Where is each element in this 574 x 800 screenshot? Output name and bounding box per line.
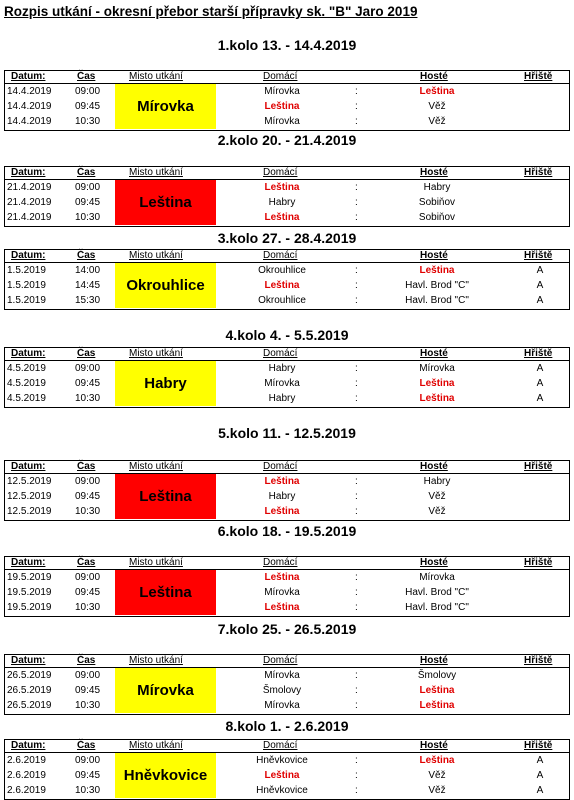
header-guest: Hosté	[420, 740, 448, 751]
table-header	[5, 348, 569, 361]
round-table	[4, 166, 570, 227]
match-date: 4.5.2019	[7, 393, 46, 404]
venue-cell: Leština	[115, 474, 216, 519]
home-team: Leština	[264, 476, 300, 487]
match-time: 10:30	[75, 700, 101, 711]
match-time: 09:00	[75, 182, 101, 193]
home-team: Šmolovy	[262, 685, 302, 696]
separator: :	[355, 280, 358, 291]
round-table	[4, 654, 570, 715]
guest-team: Šmolovy	[417, 670, 457, 681]
header-home: Domácí	[263, 71, 298, 82]
match-time: 09:45	[75, 197, 101, 208]
header-time: Čas	[77, 167, 96, 178]
round-heading: 5.kolo 11. - 12.5.2019	[218, 425, 356, 441]
match-time: 14:00	[75, 265, 101, 276]
guest-team: Havl. Brod "C"	[405, 602, 469, 613]
table-row	[5, 753, 569, 768]
match-date: 12.5.2019	[7, 506, 52, 517]
header-pitch: Hřiště	[524, 461, 553, 472]
separator: :	[355, 700, 358, 711]
match-date: 26.5.2019	[7, 700, 52, 711]
separator: :	[355, 197, 358, 208]
separator: :	[355, 755, 358, 766]
table-header	[5, 557, 569, 570]
header-guest: Hosté	[420, 461, 448, 472]
table-row	[5, 783, 569, 798]
guest-team: Leština	[419, 685, 455, 696]
separator: :	[355, 685, 358, 696]
pitch: A	[536, 378, 544, 389]
match-time: 10:30	[75, 116, 101, 127]
match-date: 1.5.2019	[7, 295, 46, 306]
header-date: Datum:	[11, 348, 46, 359]
header-pitch: Hřiště	[524, 557, 553, 568]
separator: :	[355, 363, 358, 374]
header-date: Datum:	[11, 655, 46, 666]
pitch: A	[536, 280, 544, 291]
header-venue: Misto utkání	[129, 167, 183, 178]
table-row	[5, 474, 569, 489]
header-pitch: Hřiště	[524, 348, 553, 359]
round-heading: 3.kolo 27. - 28.4.2019	[217, 230, 357, 246]
pitch: A	[536, 265, 544, 276]
guest-team: Mírovka	[419, 363, 455, 374]
match-time: 09:45	[75, 101, 101, 112]
round-table	[4, 460, 570, 521]
table-row	[5, 668, 569, 683]
home-team: Habry	[268, 491, 296, 502]
round-table	[4, 347, 570, 408]
header-time: Čas	[77, 461, 96, 472]
guest-team: Mírovka	[419, 572, 455, 583]
table-row	[5, 489, 569, 504]
match-time: 09:00	[75, 572, 101, 583]
match-date: 19.5.2019	[7, 602, 52, 613]
guest-team: Havl. Brod "C"	[405, 280, 469, 291]
match-time: 09:45	[75, 491, 101, 502]
header-guest: Hosté	[420, 71, 448, 82]
table-header	[5, 71, 569, 84]
pitch: A	[536, 770, 544, 781]
header-venue: Misto utkání	[129, 557, 183, 568]
header-venue: Misto utkání	[129, 461, 183, 472]
header-home: Domácí	[263, 348, 298, 359]
table-row	[5, 504, 569, 519]
separator: :	[355, 602, 358, 613]
match-time: 09:00	[75, 86, 101, 97]
match-time: 10:30	[75, 785, 101, 796]
home-team: Leština	[264, 101, 300, 112]
header-home: Domácí	[263, 557, 298, 568]
round-heading: 2.kolo 20. - 21.4.2019	[217, 132, 357, 148]
pitch: A	[536, 363, 544, 374]
guest-team: Sobiňov	[418, 212, 456, 223]
separator: :	[355, 506, 358, 517]
match-date: 19.5.2019	[7, 572, 52, 583]
guest-team: Havl. Brod "C"	[405, 295, 469, 306]
home-team: Mírovka	[264, 700, 300, 711]
guest-team: Sobiňov	[418, 197, 456, 208]
separator: :	[355, 182, 358, 193]
home-team: Hněvkovice	[256, 755, 308, 766]
match-date: 2.6.2019	[7, 785, 46, 796]
table-row	[5, 376, 569, 391]
match-date: 26.5.2019	[7, 685, 52, 696]
separator: :	[355, 476, 358, 487]
match-date: 21.4.2019	[7, 182, 52, 193]
guest-team: Habry	[423, 182, 451, 193]
round-table	[4, 739, 570, 800]
home-team: Leština	[264, 770, 300, 781]
separator: :	[355, 572, 358, 583]
pitch: A	[536, 785, 544, 796]
header-guest: Hosté	[420, 348, 448, 359]
match-date: 1.5.2019	[7, 265, 46, 276]
home-team: Habry	[268, 363, 296, 374]
header-guest: Hosté	[420, 167, 448, 178]
match-time: 09:45	[75, 587, 101, 598]
match-time: 09:45	[75, 378, 101, 389]
match-date: 19.5.2019	[7, 587, 52, 598]
header-date: Datum:	[11, 71, 46, 82]
home-team: Mírovka	[264, 670, 300, 681]
match-time: 09:00	[75, 755, 101, 766]
header-venue: Misto utkání	[129, 71, 183, 82]
match-time: 10:30	[75, 393, 101, 404]
table-row	[5, 293, 569, 308]
match-time: 10:30	[75, 602, 101, 613]
separator: :	[355, 393, 358, 404]
match-time: 10:30	[75, 212, 101, 223]
table-row	[5, 180, 569, 195]
header-home: Domácí	[263, 740, 298, 751]
separator: :	[355, 587, 358, 598]
table-row	[5, 683, 569, 698]
round-heading: 4.kolo 4. - 5.5.2019	[225, 327, 349, 343]
table-row	[5, 99, 569, 114]
table-header	[5, 167, 569, 180]
table-row	[5, 361, 569, 376]
table-header	[5, 740, 569, 753]
home-team: Habry	[268, 393, 296, 404]
header-date: Datum:	[11, 250, 46, 261]
table-row	[5, 570, 569, 585]
separator: :	[355, 86, 358, 97]
match-date: 14.4.2019	[7, 86, 52, 97]
separator: :	[355, 378, 358, 389]
header-venue: Misto utkání	[129, 250, 183, 261]
header-date: Datum:	[11, 557, 46, 568]
venue-cell: Hněvkovice	[115, 753, 216, 798]
guest-team: Habry	[423, 476, 451, 487]
guest-team: Havl. Brod "C"	[405, 587, 469, 598]
guest-team: Věž	[428, 491, 446, 502]
header-date: Datum:	[11, 167, 46, 178]
table-row	[5, 114, 569, 129]
match-date: 4.5.2019	[7, 378, 46, 389]
header-pitch: Hřiště	[524, 71, 553, 82]
venue-cell: Mírovka	[115, 84, 216, 129]
page-title: Rozpis utkání - okresní přebor starší přípravky sk. "B" Jaro 2019	[4, 4, 418, 19]
round-heading: 7.kolo 25. - 26.5.2019	[217, 621, 357, 637]
home-team: Leština	[264, 280, 300, 291]
table-row	[5, 600, 569, 615]
home-team: Mírovka	[264, 587, 300, 598]
home-team: Leština	[264, 182, 300, 193]
home-team: Leština	[264, 572, 300, 583]
table-row	[5, 768, 569, 783]
match-date: 12.5.2019	[7, 476, 52, 487]
round-heading: 6.kolo 18. - 19.5.2019	[217, 523, 357, 539]
home-team: Leština	[264, 602, 300, 613]
header-venue: Misto utkání	[129, 655, 183, 666]
venue-cell: Okrouhlice	[115, 263, 216, 308]
venue-cell: Leština	[115, 570, 216, 615]
separator: :	[355, 116, 358, 127]
guest-team: Leština	[419, 755, 455, 766]
guest-team: Leština	[419, 86, 455, 97]
separator: :	[355, 670, 358, 681]
match-time: 09:45	[75, 770, 101, 781]
round-table	[4, 556, 570, 617]
guest-team: Věž	[428, 785, 446, 796]
match-date: 21.4.2019	[7, 197, 52, 208]
pitch: A	[536, 295, 544, 306]
home-team: Hněvkovice	[256, 785, 308, 796]
pitch: A	[536, 755, 544, 766]
separator: :	[355, 101, 358, 112]
round-heading: 1.kolo 13. - 14.4.2019	[217, 37, 357, 53]
header-time: Čas	[77, 740, 96, 751]
match-date: 26.5.2019	[7, 670, 52, 681]
header-pitch: Hřiště	[524, 740, 553, 751]
table-header	[5, 250, 569, 263]
header-date: Datum:	[11, 740, 46, 751]
guest-team: Leština	[419, 378, 455, 389]
header-time: Čas	[77, 348, 96, 359]
match-date: 2.6.2019	[7, 755, 46, 766]
match-date: 2.6.2019	[7, 770, 46, 781]
separator: :	[355, 295, 358, 306]
header-home: Domácí	[263, 655, 298, 666]
separator: :	[355, 785, 358, 796]
table-row	[5, 391, 569, 406]
table-row	[5, 195, 569, 210]
match-time: 09:00	[75, 476, 101, 487]
match-time: 09:45	[75, 685, 101, 696]
guest-team: Leština	[419, 700, 455, 711]
header-home: Domácí	[263, 250, 298, 261]
separator: :	[355, 212, 358, 223]
match-date: 14.4.2019	[7, 116, 52, 127]
separator: :	[355, 491, 358, 502]
header-guest: Hosté	[420, 655, 448, 666]
home-team: Mírovka	[264, 86, 300, 97]
header-home: Domácí	[263, 461, 298, 472]
home-team: Habry	[268, 197, 296, 208]
header-venue: Misto utkání	[129, 740, 183, 751]
table-row	[5, 585, 569, 600]
table-row	[5, 698, 569, 713]
guest-team: Leština	[419, 393, 455, 404]
round-table	[4, 70, 570, 131]
separator: :	[355, 770, 358, 781]
home-team: Okrouhlice	[258, 295, 306, 306]
match-date: 21.4.2019	[7, 212, 52, 223]
header-venue: Misto utkání	[129, 348, 183, 359]
pitch: A	[536, 393, 544, 404]
home-team: Okrouhlice	[258, 265, 306, 276]
header-pitch: Hřiště	[524, 250, 553, 261]
match-date: 4.5.2019	[7, 363, 46, 374]
guest-team: Věž	[428, 770, 446, 781]
round-heading: 8.kolo 1. - 2.6.2019	[225, 718, 349, 734]
match-time: 10:30	[75, 506, 101, 517]
header-time: Čas	[77, 655, 96, 666]
match-date: 14.4.2019	[7, 101, 52, 112]
guest-team: Leština	[419, 265, 455, 276]
table-row	[5, 278, 569, 293]
header-date: Datum:	[11, 461, 46, 472]
guest-team: Věž	[428, 101, 446, 112]
header-time: Čas	[77, 71, 96, 82]
header-guest: Hosté	[420, 250, 448, 261]
table-header	[5, 461, 569, 474]
home-team: Mírovka	[264, 378, 300, 389]
guest-team: Věž	[428, 506, 446, 517]
round-table	[4, 249, 570, 310]
separator: :	[355, 265, 358, 276]
venue-cell: Leština	[115, 180, 216, 225]
table-row	[5, 263, 569, 278]
header-time: Čas	[77, 557, 96, 568]
venue-cell: Habry	[115, 361, 216, 406]
header-time: Čas	[77, 250, 96, 261]
match-date: 1.5.2019	[7, 280, 46, 291]
table-row	[5, 84, 569, 99]
header-pitch: Hřiště	[524, 167, 553, 178]
header-home: Domácí	[263, 167, 298, 178]
guest-team: Věž	[428, 116, 446, 127]
table-row	[5, 210, 569, 225]
header-guest: Hosté	[420, 557, 448, 568]
table-header	[5, 655, 569, 668]
match-time: 09:00	[75, 670, 101, 681]
home-team: Leština	[264, 212, 300, 223]
header-pitch: Hřiště	[524, 655, 553, 666]
home-team: Mírovka	[264, 116, 300, 127]
venue-cell: Mírovka	[115, 668, 216, 713]
match-time: 14:45	[75, 280, 101, 291]
match-time: 09:00	[75, 363, 101, 374]
match-date: 12.5.2019	[7, 491, 52, 502]
match-time: 15:30	[75, 295, 101, 306]
home-team: Leština	[264, 506, 300, 517]
